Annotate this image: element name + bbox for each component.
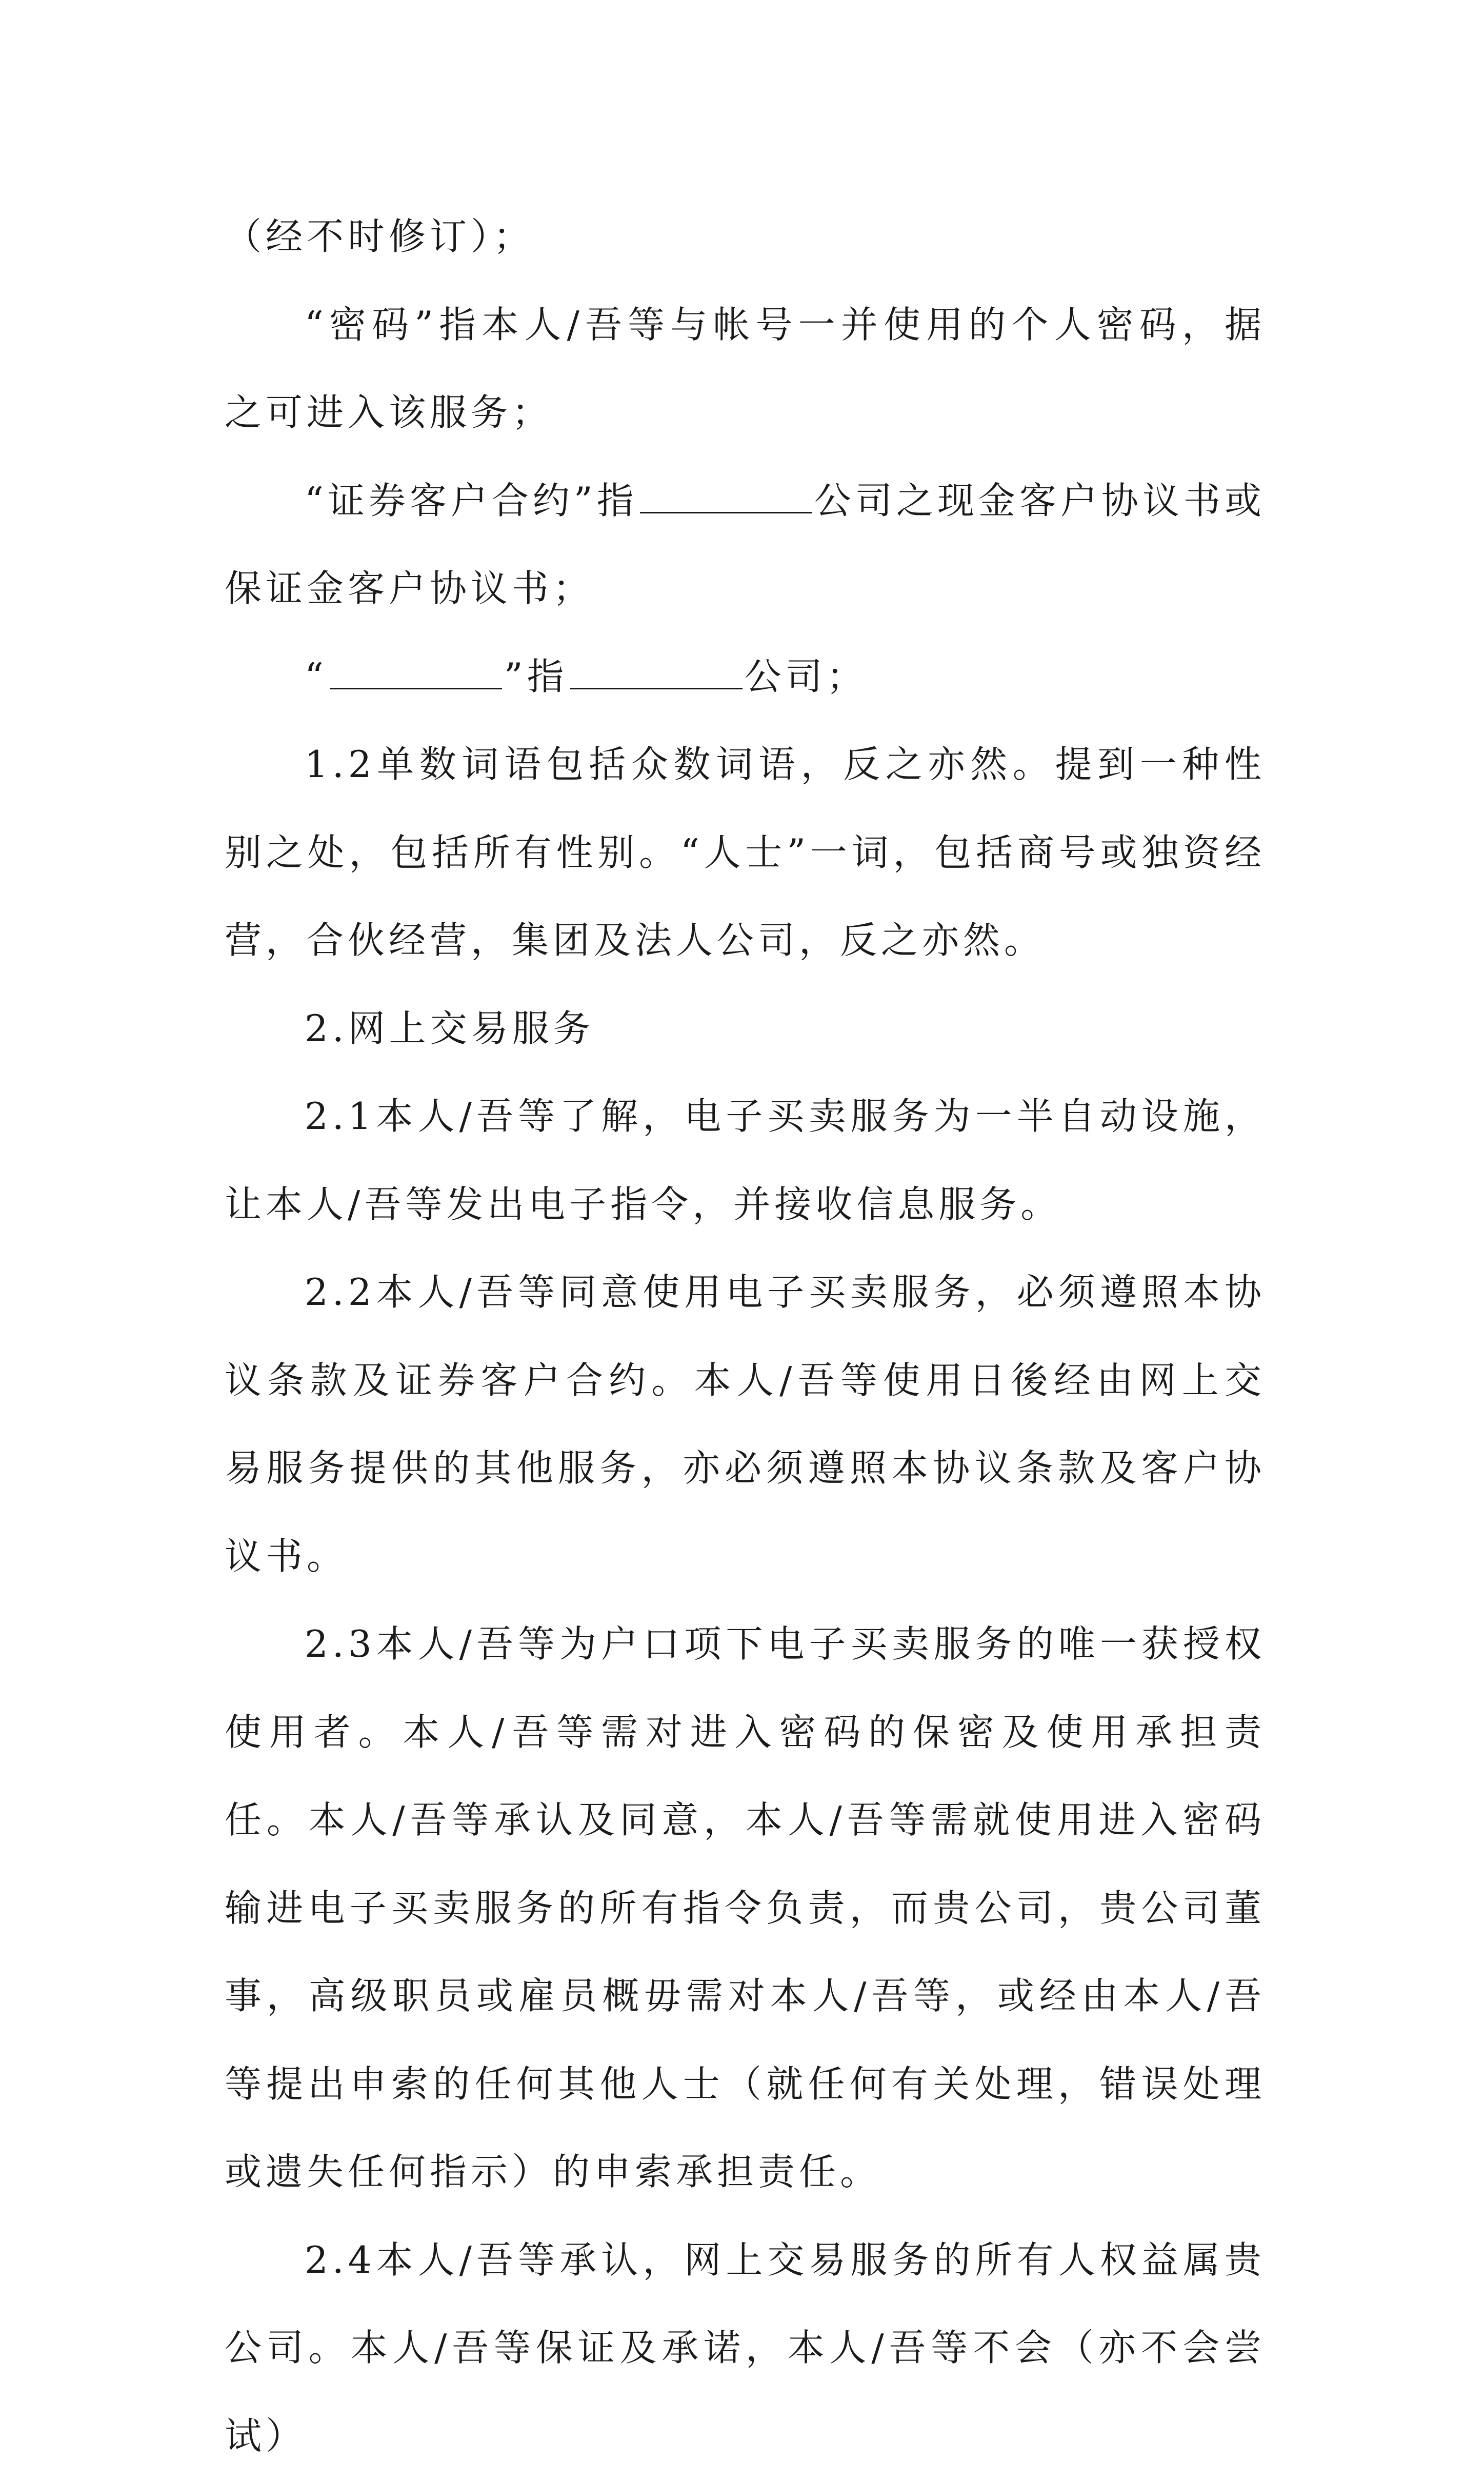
paragraph-clause-2-1: 2.1本人/吾等了解，电子买卖服务为一半自动设施，让本人/吾等发出电子指令，并接收信息服务。 (225, 1073, 1266, 1248)
paragraph-clause-2-2: 2.2本人/吾等同意使用电子买卖服务，必须遵照本协议条款及证券客户合约。本人/吾等使用日後经由网上交易服务提供的其他服务，亦必须遵照本协议条款及客户协议书。 (225, 1248, 1266, 1600)
paragraph-securities-contract-definition (225, 457, 1266, 633)
paragraph-clause-2-3: 2.3本人/吾等为户口项下电子买卖服务的唯一获授权使用者。本人/吾等需对进入密码的保密及使用承担责任。本人/吾等承认及同意，本人/吾等需就使用进入密码输进电子买卖服务的所有指令负责，而贵公司，贵公司董事，高级职员或雇员概毋需对本人/吾等，或经由本人/吾等提出申索的任何其他人士（就任何有关处理，错误处理或遗失任何指示）的申索承担责任。 (225, 1600, 1266, 2216)
paragraph-amended-note: （经不时修订）； (225, 193, 1266, 281)
paragraph-text-after-blank: 公司； (745, 655, 868, 698)
paragraph-text-middle: ”指 (504, 655, 568, 698)
paragraph-text-before-blank: “证券客户合约”指 (305, 479, 638, 522)
fill-in-blank (570, 657, 743, 689)
fill-in-blank (640, 481, 812, 513)
paragraph-clause-1-2: 1.2单数词语包括众数词语，反之亦然。提到一种性别之处，包括所有性别。“人士”一词，包括商号或独资经营，合伙经营，集团及法人公司，反之亦然。 (225, 721, 1266, 985)
paragraph-text-before-blank: “ (305, 655, 328, 698)
paragraph-company-definition (225, 633, 1266, 721)
paragraph-clause-2-4: 2.4本人/吾等承认，网上交易服务的所有人权益属贵公司。本人/吾等保证及承诺，本人/吾等不会（亦不会尝试） (225, 2216, 1266, 2480)
fill-in-blank (330, 657, 502, 689)
document-body (225, 193, 1266, 2480)
paragraph-text-after-blank: 公司之现金客户协议书或保证金客户协议书； (225, 479, 1266, 610)
section-heading-online-trading: 2.网上交易服务 (225, 985, 1266, 1073)
paragraph-password-definition: “密码”指本人/吾等与帐号一并使用的个人密码，据之可进入该服务； (225, 281, 1266, 457)
